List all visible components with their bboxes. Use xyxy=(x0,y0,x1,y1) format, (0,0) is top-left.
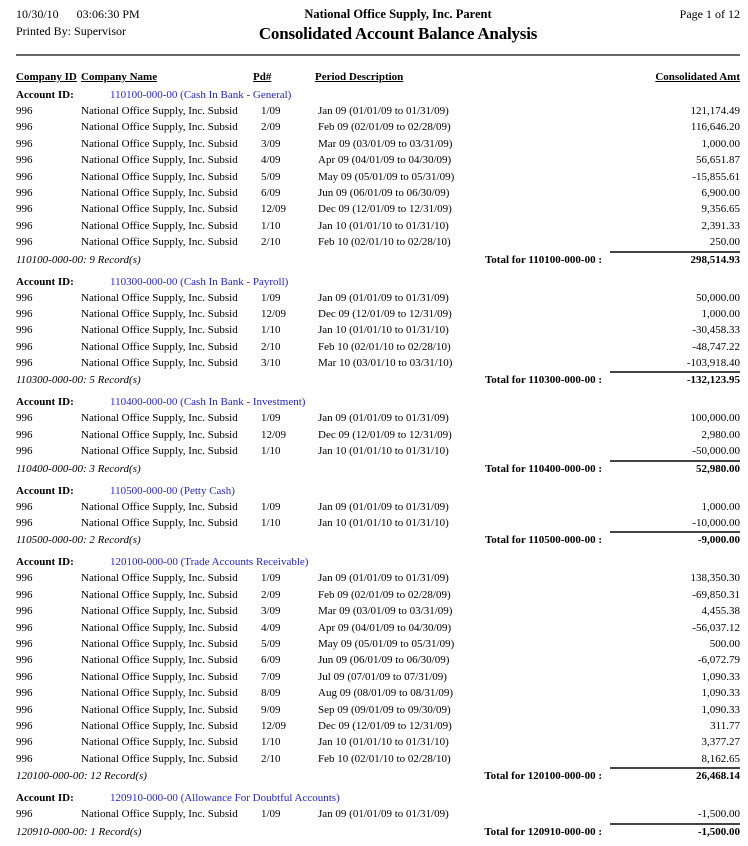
company-id-cell: 996 xyxy=(16,121,33,134)
account-section xyxy=(16,276,740,387)
table-row xyxy=(16,119,740,135)
pd-cell: 4/09 xyxy=(261,154,281,167)
amount-cell: 8,162.65 xyxy=(701,752,740,765)
account-footer-row xyxy=(16,371,740,386)
printed-by-label: Printed By: xyxy=(16,24,72,38)
records-count: 110500-000-00: 2 Record(s) xyxy=(16,534,141,547)
period-description-cell: Dec 09 (12/01/09 to 12/31/09) xyxy=(318,428,452,441)
amount-cell: -48,747.22 xyxy=(692,340,740,353)
total-label: Total for 120100-000-00 : xyxy=(484,770,602,783)
company-id-cell: 996 xyxy=(16,412,33,425)
company-name-cell: National Office Supply, Inc. Subsid xyxy=(81,572,238,585)
account-section xyxy=(16,485,740,547)
period-description-cell: Jan 10 (01/01/10 to 01/31/10) xyxy=(318,445,449,458)
pd-cell: 1/09 xyxy=(261,412,281,425)
amount-cell: 56,651.87 xyxy=(696,154,740,167)
company-name-cell: National Office Supply, Inc. Subsid xyxy=(81,588,238,601)
table-row xyxy=(16,603,740,619)
pd-cell: 1/10 xyxy=(261,219,281,232)
table-row xyxy=(16,185,740,201)
table-row xyxy=(16,702,740,718)
total-amount: 52,980.00 xyxy=(610,460,740,476)
pd-cell: 2/10 xyxy=(261,340,281,353)
pd-cell: 6/09 xyxy=(261,654,281,667)
account-id-link[interactable]: 110500-000-00 (Petty Cash) xyxy=(110,484,235,497)
period-description-cell: Jan 09 (01/01/09 to 01/31/09) xyxy=(318,808,449,821)
period-description-cell: Jan 09 (01/01/09 to 01/31/09) xyxy=(318,105,449,117)
amount-cell: 500.00 xyxy=(709,637,740,650)
account-section xyxy=(16,556,740,782)
company-id-cell: 996 xyxy=(16,517,33,530)
amount-cell: 2,391.33 xyxy=(701,219,740,232)
period-description-cell: Feb 10 (02/01/10 to 02/28/10) xyxy=(318,236,451,249)
pd-cell: 12/09 xyxy=(261,307,287,320)
report-time: 03:06:30 PM xyxy=(76,7,140,21)
amount-cell: -69,850.31 xyxy=(692,588,740,601)
table-row xyxy=(16,339,740,355)
report-title: Consolidated Account Balance Analysis xyxy=(258,24,538,43)
period-description-cell: Mar 10 (03/01/10 to 03/31/10) xyxy=(318,357,453,370)
company-id-cell: 996 xyxy=(16,637,33,650)
period-description-cell: Jan 10 (01/01/10 to 01/31/10) xyxy=(318,324,449,337)
company-id-cell: 996 xyxy=(16,654,33,667)
account-header-row xyxy=(16,485,740,499)
total-label: Total for 120910-000-00 : xyxy=(484,825,602,838)
total-amount: -1,500.00 xyxy=(610,823,740,839)
company-name-cell: National Office Supply, Inc. Subsid xyxy=(81,203,238,216)
pd-cell: 5/09 xyxy=(261,637,281,650)
amount-cell: 250.00 xyxy=(709,236,740,249)
company-id-cell: 996 xyxy=(16,186,33,199)
company-name-cell: National Office Supply, Inc. Subsid xyxy=(81,186,238,199)
company-id-cell: 996 xyxy=(16,428,33,441)
pd-cell: 1/09 xyxy=(261,500,281,513)
period-description-cell: Dec 09 (12/01/09 to 12/31/09) xyxy=(318,203,452,216)
pd-cell: 6/09 xyxy=(261,186,281,199)
account-rows xyxy=(16,410,740,459)
company-name-cell: National Office Supply, Inc. Subsid xyxy=(81,500,238,513)
account-rows xyxy=(16,103,740,251)
period-description-cell: Mar 09 (03/01/09 to 03/31/09) xyxy=(318,137,453,150)
period-description-cell: Jul 09 (07/01/09 to 07/31/09) xyxy=(318,670,447,683)
account-rows xyxy=(16,290,740,372)
company-name-cell: National Office Supply, Inc. Subsid xyxy=(81,307,238,320)
table-row xyxy=(16,152,740,168)
company-name-cell: National Office Supply, Inc. Subsid xyxy=(81,105,238,117)
period-description-cell: Jun 09 (06/01/09 to 06/30/09) xyxy=(318,186,450,199)
table-row xyxy=(16,685,740,701)
table-row xyxy=(16,636,740,652)
col-company-id: Company ID xyxy=(16,71,77,83)
records-count: 110300-000-00: 5 Record(s) xyxy=(16,374,141,387)
account-header-row xyxy=(16,556,740,570)
period-description-cell: Jan 10 (01/01/10 to 01/31/10) xyxy=(318,517,449,530)
period-description-cell: Jan 09 (01/01/09 to 01/31/09) xyxy=(318,291,449,304)
account-id-label: Account ID: xyxy=(16,484,74,497)
company-id-cell: 996 xyxy=(16,719,33,732)
amount-cell: -30,458.33 xyxy=(692,324,740,337)
report-date: 10/30/10 xyxy=(16,7,59,21)
company-id-cell: 996 xyxy=(16,203,33,216)
company-name-cell: National Office Supply, Inc. Subsid xyxy=(81,412,238,425)
account-section xyxy=(16,89,740,266)
table-row xyxy=(16,587,740,603)
amount-cell: 116,646.20 xyxy=(690,121,740,134)
account-id-label: Account ID: xyxy=(16,396,74,409)
period-description-cell: Apr 09 (04/01/09 to 04/30/09) xyxy=(318,154,452,167)
table-row xyxy=(16,306,740,322)
account-id-link[interactable]: 120100-000-00 (Trade Accounts Receivable) xyxy=(110,556,309,569)
table-row xyxy=(16,427,740,443)
account-footer-row xyxy=(16,460,740,475)
account-footer-row xyxy=(16,823,740,838)
account-header-row xyxy=(16,792,740,806)
header-left xyxy=(16,7,206,41)
company-name-cell: National Office Supply, Inc. Subsid xyxy=(81,654,238,667)
period-description-cell: Dec 09 (12/01/09 to 12/31/09) xyxy=(318,719,452,732)
table-row xyxy=(16,169,740,185)
account-id-link[interactable]: 110300-000-00 (Cash In Bank - Payroll) xyxy=(110,275,289,288)
amount-cell: 2,980.00 xyxy=(701,428,740,441)
pd-cell: 1/09 xyxy=(261,291,281,304)
total-label: Total for 110400-000-00 : xyxy=(484,462,602,475)
table-row xyxy=(16,443,740,459)
amount-cell: 6,900.00 xyxy=(701,186,740,199)
total-amount: -132,123.95 xyxy=(610,371,740,387)
pd-cell: 1/10 xyxy=(261,445,281,458)
pd-cell: 2/10 xyxy=(261,236,281,249)
col-consolidated-amt: Consolidated Amt xyxy=(655,71,740,83)
account-header-row xyxy=(16,276,740,290)
company-name-cell: National Office Supply, Inc. Subsid xyxy=(81,637,238,650)
company-name-cell: National Office Supply, Inc. Subsid xyxy=(81,357,238,370)
company-id-cell: 996 xyxy=(16,572,33,585)
pd-cell: 1/09 xyxy=(261,105,281,117)
amount-cell: 100,000.00 xyxy=(690,412,740,425)
account-id-link[interactable]: 110100-000-00 (Cash In Bank - General) xyxy=(110,89,292,101)
pd-cell: 1/10 xyxy=(261,736,281,749)
amount-cell: -50,000.00 xyxy=(692,445,740,458)
company-name-cell: National Office Supply, Inc. Subsid xyxy=(81,219,238,232)
pd-cell: 5/09 xyxy=(261,170,281,183)
amount-cell: 1,000.00 xyxy=(701,500,740,513)
pd-cell: 1/09 xyxy=(261,808,281,821)
account-footer-row xyxy=(16,251,740,266)
amount-cell: -103,918.40 xyxy=(686,357,740,370)
amount-cell: 4,455.38 xyxy=(701,605,740,618)
total-label: Total for 110100-000-00 : xyxy=(484,253,602,266)
company-id-cell: 996 xyxy=(16,445,33,458)
amount-cell: -1,500.00 xyxy=(697,808,740,821)
company-name-cell: National Office Supply, Inc. Subsid xyxy=(81,703,238,716)
account-id-label: Account ID: xyxy=(16,556,74,569)
company-id-cell: 996 xyxy=(16,154,33,167)
account-id-link[interactable]: 120910-000-00 (Allowance For Doubtful Accounts) xyxy=(110,792,340,805)
period-description-cell: May 09 (05/01/09 to 05/31/09) xyxy=(318,637,455,650)
page-number: Page 1 of 12 xyxy=(679,7,740,21)
total-label: Total for 110300-000-00 : xyxy=(484,374,602,387)
period-description-cell: Apr 09 (04/01/09 to 04/30/09) xyxy=(318,621,452,634)
pd-cell: 2/09 xyxy=(261,588,281,601)
company-id-cell: 996 xyxy=(16,621,33,634)
company-name-cell: National Office Supply, Inc. Subsid xyxy=(81,445,238,458)
company-id-cell: 996 xyxy=(16,170,33,183)
pd-cell: 3/10 xyxy=(261,357,281,370)
amount-cell: 1,090.33 xyxy=(701,703,740,716)
company-name-cell: National Office Supply, Inc. Subsid xyxy=(81,170,238,183)
company-id-cell: 996 xyxy=(16,752,33,765)
company-id-cell: 996 xyxy=(16,703,33,716)
total-amount: 26,468.14 xyxy=(610,767,740,783)
pd-cell: 12/09 xyxy=(261,428,287,441)
company-id-cell: 996 xyxy=(16,291,33,304)
company-name-cell: National Office Supply, Inc. Subsid xyxy=(81,719,238,732)
pd-cell: 2/09 xyxy=(261,121,281,134)
company-name-cell: National Office Supply, Inc. Subsid xyxy=(81,340,238,353)
total-label: Total for 110500-000-00 : xyxy=(484,534,602,547)
company-id-cell: 996 xyxy=(16,219,33,232)
company-id-cell: 996 xyxy=(16,324,33,337)
company-id-cell: 996 xyxy=(16,236,33,249)
table-row xyxy=(16,515,740,531)
table-row xyxy=(16,136,740,152)
table-row xyxy=(16,806,740,822)
records-count: 110100-000-00: 9 Record(s) xyxy=(16,253,141,266)
amount-cell: -15,855.61 xyxy=(692,170,740,183)
table-row xyxy=(16,570,740,586)
company-name-cell: National Office Supply, Inc. Subsid xyxy=(81,605,238,618)
pd-cell: 1/10 xyxy=(261,324,281,337)
amount-cell: 311.77 xyxy=(710,719,740,732)
company-id-cell: 996 xyxy=(16,137,33,150)
period-description-cell: Jan 09 (01/01/09 to 01/31/09) xyxy=(318,572,449,585)
header-center xyxy=(206,7,590,45)
pd-cell: 3/09 xyxy=(261,137,281,150)
company-name-cell: National Office Supply, Inc. Subsid xyxy=(81,670,238,683)
company-id-cell: 996 xyxy=(16,340,33,353)
pd-cell: 3/09 xyxy=(261,605,281,618)
amount-cell: 1,090.33 xyxy=(701,687,740,700)
period-description-cell: Jun 09 (06/01/09 to 06/30/09) xyxy=(318,654,450,667)
table-row xyxy=(16,103,740,119)
company-id-cell: 996 xyxy=(16,105,33,117)
total-amount: 298,514.93 xyxy=(610,251,740,267)
company-id-cell: 996 xyxy=(16,357,33,370)
records-count: 120910-000-00: 1 Record(s) xyxy=(16,825,142,838)
period-description-cell: Feb 10 (02/01/10 to 02/28/10) xyxy=(318,340,451,353)
account-section xyxy=(16,396,740,474)
account-id-link[interactable]: 110400-000-00 (Cash In Bank - Investment) xyxy=(110,396,306,409)
amount-cell: -56,037.12 xyxy=(692,621,740,634)
company-id-cell: 996 xyxy=(16,588,33,601)
company-name-cell: National Office Supply, Inc. Subsid xyxy=(81,236,238,249)
pd-cell: 12/09 xyxy=(261,719,287,732)
report-body xyxy=(16,89,740,838)
company-name-cell: National Office Supply, Inc. Subsid xyxy=(81,154,238,167)
col-company-name: Company Name xyxy=(81,71,158,83)
pd-cell: 1/10 xyxy=(261,517,281,530)
company-name-cell: National Office Supply, Inc. Subsid xyxy=(81,517,238,530)
amount-cell: 1,000.00 xyxy=(701,137,740,150)
records-count: 110400-000-00: 3 Record(s) xyxy=(16,462,141,475)
company-id-cell: 996 xyxy=(16,670,33,683)
table-row xyxy=(16,322,740,338)
col-period-description: Period Description xyxy=(315,71,404,83)
amount-cell: 3,377.27 xyxy=(701,736,740,749)
period-description-cell: Jan 09 (01/01/09 to 01/31/09) xyxy=(318,500,449,513)
table-row xyxy=(16,751,740,767)
company-id-cell: 996 xyxy=(16,307,33,320)
col-pd: Pd# xyxy=(253,71,272,83)
pd-cell: 2/10 xyxy=(261,752,281,765)
company-name-cell: National Office Supply, Inc. Subsid xyxy=(81,121,238,134)
company-name-cell: National Office Supply, Inc. Subsid xyxy=(81,324,238,337)
company-name-cell: National Office Supply, Inc. Subsid xyxy=(81,752,238,765)
account-rows xyxy=(16,570,740,767)
account-header-row xyxy=(16,89,740,103)
account-footer-row xyxy=(16,767,740,782)
pd-cell: 8/09 xyxy=(261,687,281,700)
printed-by-value: Supervisor xyxy=(74,24,127,38)
amount-cell: -6,072.79 xyxy=(697,654,740,667)
company-id-cell: 996 xyxy=(16,500,33,513)
account-rows xyxy=(16,499,740,532)
company-id-cell: 996 xyxy=(16,808,33,821)
pd-cell: 12/09 xyxy=(261,203,287,216)
period-description-cell: Mar 09 (03/01/09 to 03/31/09) xyxy=(318,605,453,618)
pd-cell: 7/09 xyxy=(261,670,281,683)
table-row xyxy=(16,652,740,668)
period-description-cell: Jan 10 (01/01/10 to 01/31/10) xyxy=(318,219,449,232)
report-header xyxy=(16,7,740,45)
period-description-cell: Feb 09 (02/01/09 to 02/28/09) xyxy=(318,588,451,601)
period-description-cell: Feb 09 (02/01/09 to 02/28/09) xyxy=(318,121,451,134)
table-row xyxy=(16,499,740,515)
table-row xyxy=(16,718,740,734)
company-name-cell: National Office Supply, Inc. Subsid xyxy=(81,137,238,150)
account-section xyxy=(16,792,740,837)
table-row xyxy=(16,734,740,750)
period-description-cell: Aug 09 (08/01/09 to 08/31/09) xyxy=(318,687,454,700)
period-description-cell: Jan 10 (01/01/10 to 01/31/10) xyxy=(318,736,449,749)
amount-cell: 1,090.33 xyxy=(701,670,740,683)
column-headers xyxy=(16,69,740,85)
total-amount: -9,000.00 xyxy=(610,531,740,547)
period-description-cell: Feb 10 (02/01/10 to 02/28/10) xyxy=(318,752,451,765)
table-row xyxy=(16,234,740,250)
company-name-cell: National Office Supply, Inc. Subsid xyxy=(81,291,238,304)
company-name-cell: National Office Supply, Inc. Subsid xyxy=(81,621,238,634)
account-rows xyxy=(16,806,740,822)
amount-cell: 121,174.49 xyxy=(690,105,740,117)
pd-cell: 9/09 xyxy=(261,703,281,716)
period-description-cell: Jan 09 (01/01/09 to 01/31/09) xyxy=(318,412,449,425)
period-description-cell: Dec 09 (12/01/09 to 12/31/09) xyxy=(318,307,452,320)
company-name-cell: National Office Supply, Inc. Subsid xyxy=(81,736,238,749)
period-description-cell: Sep 09 (09/01/09 to 09/30/09) xyxy=(318,703,451,716)
amount-cell: 9,356.65 xyxy=(701,203,740,216)
table-row xyxy=(16,218,740,234)
table-row xyxy=(16,410,740,426)
account-footer-row xyxy=(16,531,740,546)
records-count: 120100-000-00: 12 Record(s) xyxy=(16,770,147,783)
account-id-label: Account ID: xyxy=(16,792,74,805)
table-row xyxy=(16,620,740,636)
period-description-cell: May 09 (05/01/09 to 05/31/09) xyxy=(318,170,455,183)
amount-cell: -10,000.00 xyxy=(692,517,740,530)
amount-cell: 1,000.00 xyxy=(701,307,740,320)
company-title: National Office Supply, Inc. Parent xyxy=(304,7,492,21)
header-divider xyxy=(16,54,740,56)
account-id-label: Account ID: xyxy=(16,275,74,288)
pd-cell: 4/09 xyxy=(261,621,281,634)
company-name-cell: National Office Supply, Inc. Subsid xyxy=(81,687,238,700)
company-id-cell: 996 xyxy=(16,605,33,618)
amount-cell: 138,350.30 xyxy=(690,572,740,585)
table-row xyxy=(16,669,740,685)
pd-cell: 1/09 xyxy=(261,572,281,585)
company-name-cell: National Office Supply, Inc. Subsid xyxy=(81,428,238,441)
company-name-cell: National Office Supply, Inc. Subsid xyxy=(81,808,238,821)
company-id-cell: 996 xyxy=(16,687,33,700)
table-row xyxy=(16,290,740,306)
table-row xyxy=(16,201,740,217)
company-id-cell: 996 xyxy=(16,736,33,749)
account-header-row xyxy=(16,396,740,410)
account-id-label: Account ID: xyxy=(16,89,74,101)
table-row xyxy=(16,355,740,371)
amount-cell: 50,000.00 xyxy=(696,291,740,304)
